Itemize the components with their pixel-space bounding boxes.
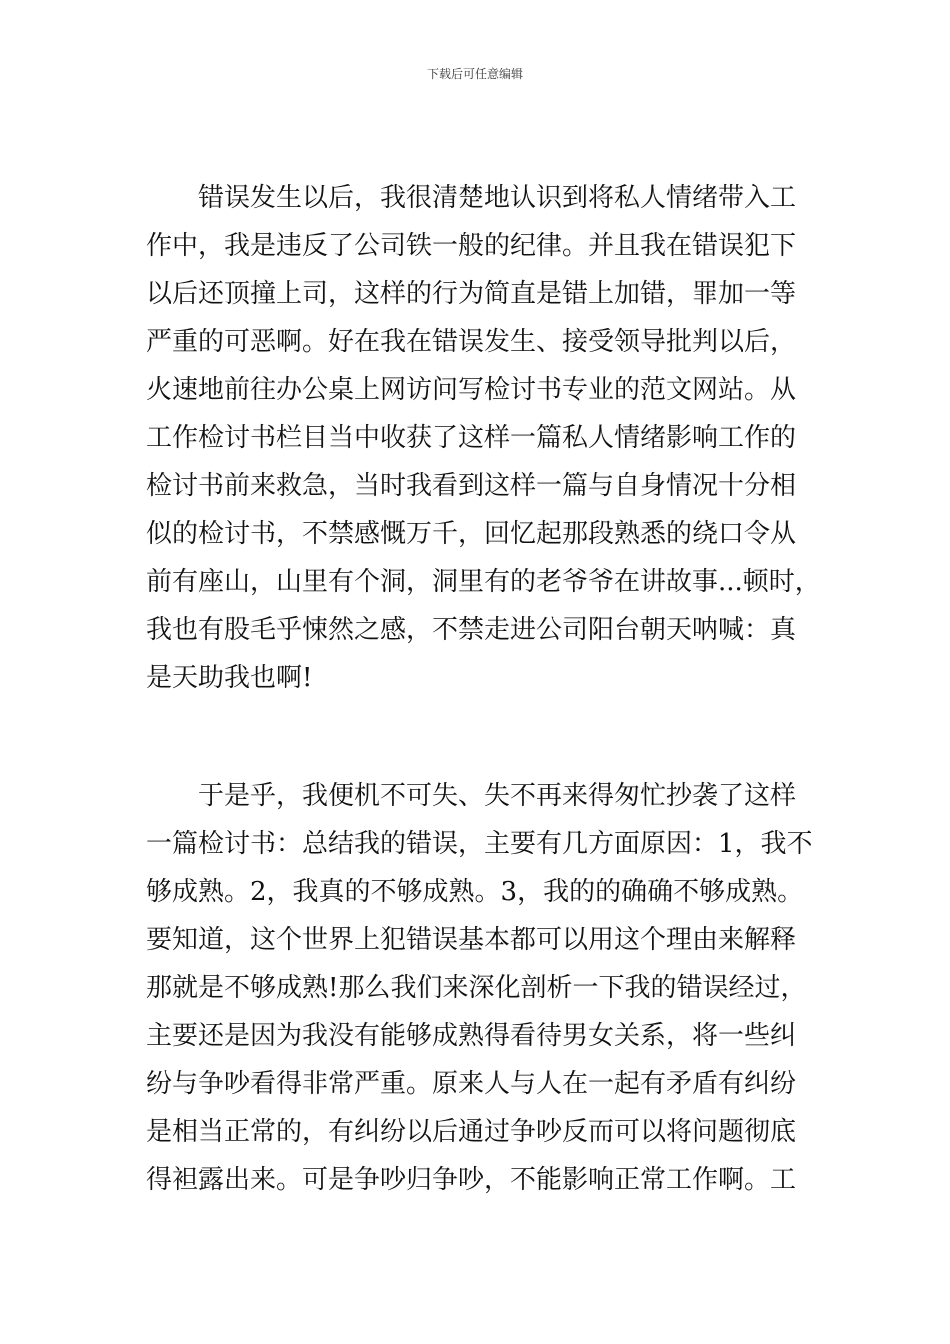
text-line: 纷与争吵看得非常严重。原来人与人在一起有矛盾有纠纷 <box>146 1069 797 1099</box>
text-line: 主要还是因为我没有能够成熟得看待男女关系，将一些纠 <box>146 1021 797 1051</box>
text-line: 以后还顶撞上司，这样的行为简直是错上加错，罪加一等 <box>146 279 797 309</box>
text-line: 火速地前往办公桌上网访问写检讨书专业的范文网站。从 <box>146 375 797 405</box>
text-line: 作中，我是违反了公司铁一般的纪律。并且我在错误犯下 <box>146 231 797 261</box>
text-line: 一篇检讨书：总结我的错误，主要有几方面原因：1，我不 <box>146 829 813 859</box>
page-header: 下载后可任意编辑 <box>426 67 523 81</box>
text-line: 检讨书前来救急，当时我看到这样一篇与自身情况十分相 <box>146 471 797 501</box>
text-line: 是天助我也啊! <box>146 663 313 693</box>
text-line: 于是乎，我便机不可失、失不再来得匆忙抄袭了这样 <box>198 781 797 811</box>
text-line: 那就是不够成熟!那么我们来深化剖析一下我的错误经过， <box>146 973 807 1003</box>
paragraph-2 <box>146 772 836 1204</box>
text-line: 是相当正常的，有纠纷以后通过争吵反而可以将问题彻底 <box>146 1117 797 1147</box>
text-line: 工作检讨书栏目当中收获了这样一篇私人情绪影响工作的 <box>146 423 797 453</box>
text-line: 错误发生以后，我很清楚地认识到将私人情绪带入工 <box>198 183 797 213</box>
text-line: 严重的可恶啊。好在我在错误发生、接受领导批判以后， <box>146 327 797 357</box>
text-line: 似的检讨书，不禁感慨万千，回忆起那段熟悉的绕口令从 <box>146 519 797 549</box>
text-line: 我也有股毛乎悚然之感，不禁走进公司阳台朝天呐喊：真 <box>146 615 797 645</box>
paragraph-1 <box>146 174 836 702</box>
text-line: 够成熟。2，我真的不够成熟。3，我的的确确不够成熟。 <box>146 877 804 907</box>
text-line: 得袒露出来。可是争吵归争吵，不能影响正常工作啊。工 <box>146 1165 797 1195</box>
text-line: 要知道，这个世界上犯错误基本都可以用这个理由来解释 <box>146 925 797 955</box>
text-line: 前有座山，山里有个洞，洞里有的老爷爷在讲故事...顿时， <box>146 567 821 597</box>
